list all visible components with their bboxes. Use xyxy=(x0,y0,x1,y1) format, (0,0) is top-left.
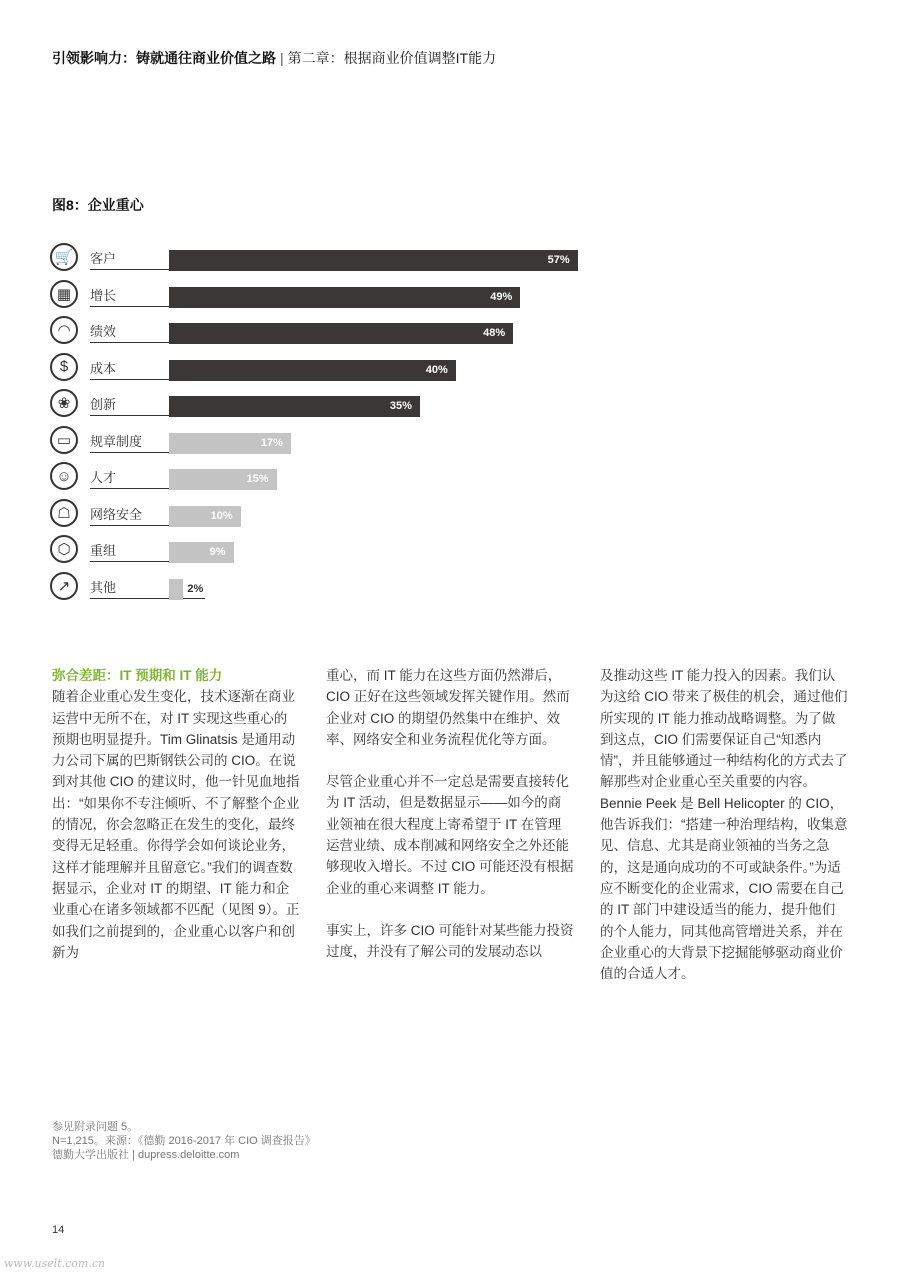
paragraph: 尽管企业重心并不一定总是需要直接转化为 IT 活动，但是数据显示——如今的商业领袖在很大程度上寄希望于 IT 在管理运营业绩、成本削减和网络安全之外还能够现收入增长。不过 CIO 可能还没有根据企业的重心来调整 IT 能力。 xyxy=(326,774,574,896)
chart-row xyxy=(50,313,610,349)
article-column-2 xyxy=(326,665,574,984)
category-label: 增长 xyxy=(90,285,205,307)
chart-row xyxy=(50,532,610,568)
bar xyxy=(169,433,291,454)
category-label: 绩效 xyxy=(90,321,205,343)
gauge-icon: ◠ xyxy=(50,316,78,344)
bar xyxy=(169,360,456,381)
category-label: 网络安全 xyxy=(90,504,205,526)
data-label: 35% xyxy=(389,400,412,412)
lightbulb-icon: ❀ xyxy=(50,389,78,417)
footnote-source: N=1,215。来源：《德勤 2016-2017 年 CIO 调查报告》 xyxy=(52,1135,316,1147)
category-label: 规章制度 xyxy=(90,431,205,453)
page-number: 14 xyxy=(52,1224,65,1236)
footnotes xyxy=(52,1120,316,1162)
data-label: 40% xyxy=(425,363,448,376)
bar xyxy=(169,287,520,308)
bar xyxy=(169,396,420,417)
cart-icon: 🛒 xyxy=(50,243,78,271)
header-separator: | xyxy=(280,50,284,66)
chart-row xyxy=(50,423,610,459)
section-subhead: 弥合差距：IT 预期和 IT 能力 xyxy=(52,668,223,683)
bar xyxy=(169,506,241,527)
footnote-reference: 参见附录问题 5。 xyxy=(52,1121,139,1133)
paragraph: 随着企业重心发生变化，技术逐渐在商业运营中无所不在，对 IT 实现这些重心的预期也明显提升。Tim Glinatsis 是通用动力公司下属的巴斯钢铁公司的 CIO。在说到对其他 CIO 的建议时，他一针见血地指出：“如果你不专注倾听、不了解整个企业的情况，你会忽略正在发生的变化，最终变得无足轻重。你得学会如何谈论业务，这样才能理解并且留意它。”我们的调查数据显示，企业对 IT 的期望、IT 能力和企业重心在诸多领域都不匹配（见图 9）。正如我们之前提到的，企业重心以客户和创新为 xyxy=(52,689,300,960)
footnote-publisher: 德勤大学出版社 | dupress.deloitte.com xyxy=(52,1149,240,1161)
cube-icon: ⬡ xyxy=(50,535,78,563)
data-label: 9% xyxy=(209,546,226,558)
watermark: www.uselt.com.cn xyxy=(4,1257,106,1270)
category-label: 人才 xyxy=(90,467,205,489)
person-icon: ☺ xyxy=(50,462,78,490)
lock-icon: ☖ xyxy=(50,499,78,527)
data-label: 10% xyxy=(210,509,233,522)
data-label: 49% xyxy=(490,290,513,303)
figure-title: 图8：企业重心 xyxy=(52,197,144,213)
chart-row xyxy=(50,569,610,605)
category-label: 重组 xyxy=(90,540,205,562)
bar-chart xyxy=(50,240,610,610)
bar xyxy=(169,542,234,563)
folder-icon: ▭ xyxy=(50,426,78,454)
category-label: 其他 xyxy=(90,577,205,599)
chart-row xyxy=(50,350,610,386)
data-label: 15% xyxy=(246,473,269,485)
bar xyxy=(169,579,183,600)
category-label: 创新 xyxy=(90,394,205,416)
exit-icon: ↗ xyxy=(50,572,78,600)
chart-row xyxy=(50,277,610,313)
data-label: 57% xyxy=(547,254,570,266)
category-label: 成本 xyxy=(90,358,205,380)
chart-row xyxy=(50,240,610,276)
growth-icon: ▦ xyxy=(50,280,78,308)
article-column-3 xyxy=(600,665,848,1005)
header-title: 引领影响力：铸就通往商业价值之路 xyxy=(52,50,276,66)
article-column-1 xyxy=(52,665,300,984)
dollar-icon: $ xyxy=(50,353,78,381)
running-header xyxy=(52,48,496,68)
chart-row xyxy=(50,496,610,532)
header-chapter: 第二章：根据商业价值调整IT能力 xyxy=(287,50,497,66)
paragraph: 及推动这些 IT 能力投入的因素。我们认为这给 CIO 带来了极佳的机会，通过他们所实现的 IT 能力推动战略调整。为了做到这点，CIO 们需要保证自己“知悉内情”，并且能够通过一种结构化的方式去了解那些对企业重心至关重要的内容。Bennie Peek 是 Bell Helicopter 的 CIO，他告诉我们：“搭建一种治理结构，收集意见、信息、尤其是商业领袖的当务之急的，这是通向成功的不可或缺条件。”为适应不断变化的企业需求，CIO 需要在自己的 IT 部门中建设适当的能力，提升他们的个人能力，同其他高管增进关系，并在企业重心的大背景下挖掘能够驱动商业价值的合适人才。 xyxy=(600,668,848,982)
bar xyxy=(169,250,578,271)
chart-row xyxy=(50,459,610,495)
category-label: 客户 xyxy=(90,248,205,270)
data-label: 2% xyxy=(187,582,204,595)
bar xyxy=(169,469,277,490)
bar xyxy=(169,323,513,344)
paragraph: 重心，而 IT 能力在这些方面仍然滞后，CIO 正好在这些领域发挥关键作用。然而企业对 CIO 的期望仍然集中在维护、效率、网络安全和业务流程优化等方面。 xyxy=(326,668,570,747)
chart-row xyxy=(50,386,610,422)
paragraph: 事实上，许多 CIO 可能针对某些能力投资过度，并没有了解公司的发展动态以 xyxy=(326,922,574,960)
data-label: 48% xyxy=(483,327,506,339)
data-label: 17% xyxy=(260,436,283,449)
